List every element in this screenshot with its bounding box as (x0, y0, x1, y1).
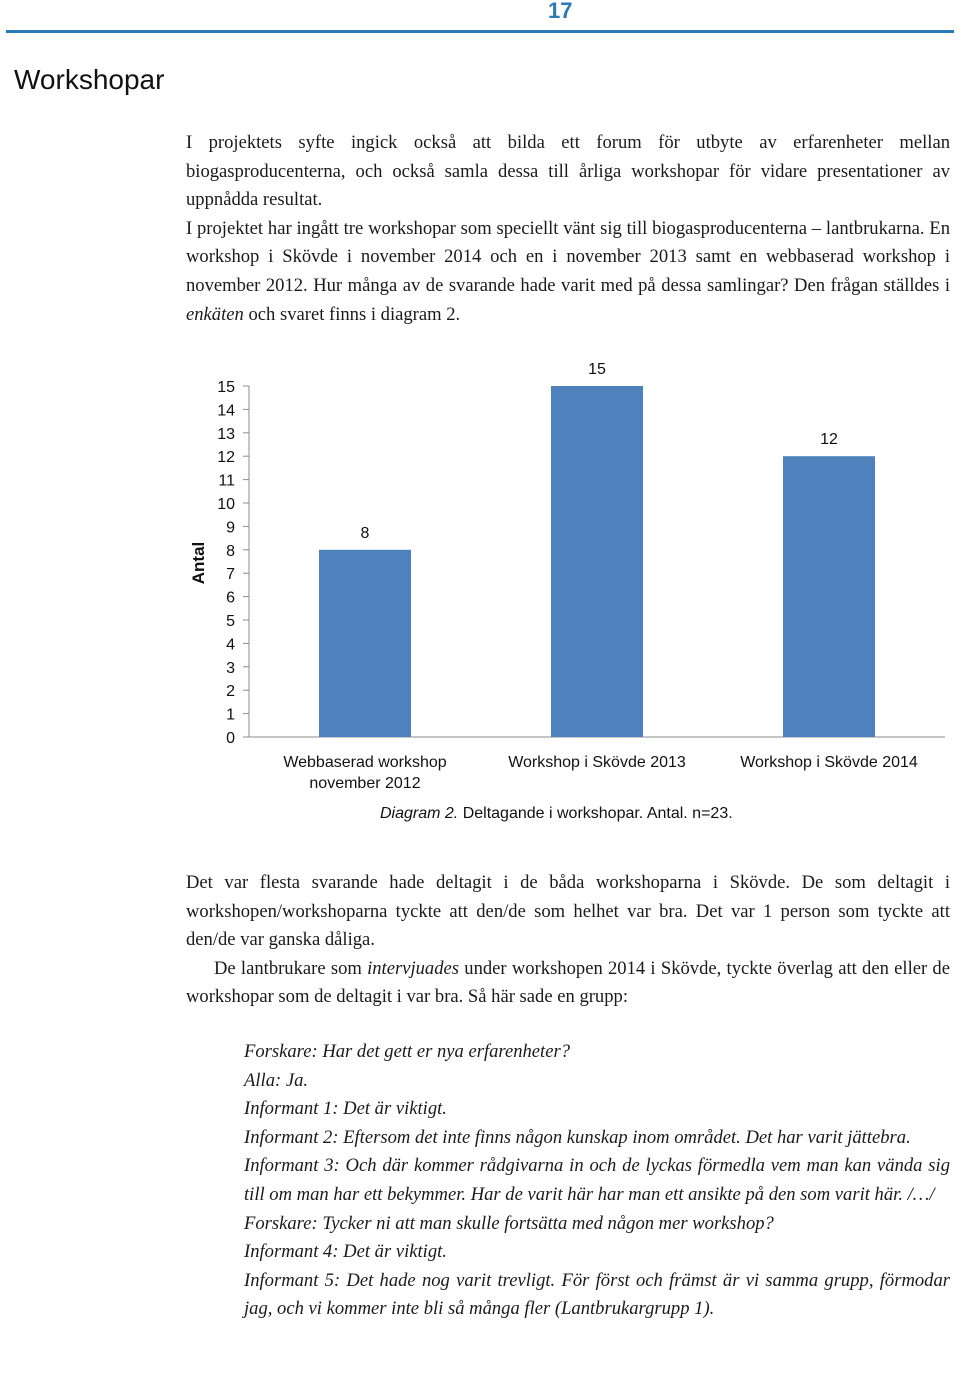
data-label: 15 (588, 361, 606, 378)
y-tick-label: 2 (226, 683, 235, 701)
interview-quotes (244, 1038, 950, 1324)
bar (551, 386, 643, 737)
y-tick-label: 11 (218, 472, 235, 490)
caption-label: Diagram 2. (380, 805, 459, 822)
intro-text-part: I projektet har ingått tre workshopar som speciellt vänt sig till biogasproducenterna – lantbrukarna. En workshop i Skövde i november 2014 och en i november 2013 samt en webbaserad workshop i november 2012. Hur många av de svarande hade varit med på dessa samlingar? Den frågan ställdes i (186, 217, 950, 296)
category-label: Workshop i Skövde 2013 (508, 754, 686, 771)
page-title: Workshopar (14, 64, 165, 95)
bar (783, 456, 875, 737)
category-label: Webbaserad workshop (283, 754, 447, 771)
category-label: november 2012 (309, 775, 421, 792)
data-label: 12 (820, 431, 838, 449)
quote-line: Informant 4: Det är viktigt. (244, 1241, 447, 1263)
caption-text: Deltagande i workshopar. Antal. n=23. (458, 805, 733, 822)
findings-text (186, 869, 950, 1012)
data-label: 8 (360, 524, 370, 542)
findings-text-part: De lantbrukare som (214, 957, 368, 979)
intro-text-part: och svaret finns i diagram 2. (243, 303, 461, 325)
quote-line: Informant 2: Eftersom det inte finns någon kunskap inom området. Det har varit jättebra. (244, 1126, 911, 1148)
y-tick-label: 13 (217, 425, 235, 443)
y-tick-label: 5 (226, 613, 235, 630)
bar (319, 550, 411, 737)
y-tick-label: 15 (217, 379, 235, 396)
quote-line: Informant 1: Det är viktigt. (244, 1098, 447, 1120)
y-tick-label: 9 (226, 519, 235, 537)
findings-paragraph-2 (186, 955, 950, 1012)
findings-paragraph-1: Det var flesta svarande hade deltagit i de båda workshoparna i Skövde. De som deltagit i workshopen/workshoparna tyckte att den/de som helhet var bra. Det var 1 person som tyckte att den/de var ganska dåliga. (186, 872, 950, 951)
quote-line: Alla: Ja. (244, 1069, 309, 1091)
quote-line: Forskare: Har det gett er nya erfarenheter? (244, 1041, 570, 1062)
quote-line: Forskare: Tycker ni att man skulle fortsätta med någon mer workshop? (244, 1212, 774, 1234)
y-tick-label: 6 (226, 589, 235, 607)
y-tick-label: 8 (226, 542, 235, 560)
findings-emphasis: intervjuades (367, 957, 460, 979)
y-tick-label: 12 (217, 449, 235, 467)
y-tick-label: 10 (217, 496, 235, 513)
quote-line: Informant 5: Det hade nog varit trevligt. För först och främst är vi samma grupp, förmodar jag, och vi kommer inte bli så många fler (Lantbrukargrupp 1). (244, 1269, 950, 1320)
y-tick-label: 4 (226, 636, 235, 654)
intro-paragraph-1: I projektets syfte ingick också att bilda ett forum för utbyte av erfarenheter mellan biogasproducenterna, och också samla dessa till årliga workshopar för vidare presentationer av uppnådda resultat. (186, 132, 950, 211)
y-tick-label: 14 (217, 402, 235, 420)
y-tick-label: 1 (226, 706, 235, 724)
page-number: 17 (548, 0, 573, 23)
findings-text-part: under workshopen 2014 i Skövde, tyckte överlag att den eller de workshopar som de deltagit i var bra. Så här sade en grupp: (186, 957, 950, 1008)
category-label: Workshop i Skövde 2014 (740, 754, 918, 771)
quote-line: Informant 3: Och där kommer rådgivarna in och de lyckas förmedla vem man kan vända sig till om man har ett bekymmer. Har de varit här har man ett ansikte på den som varit här. /…/ (244, 1155, 950, 1205)
chart-caption (380, 805, 733, 823)
y-tick-label: 3 (226, 659, 235, 677)
y-tick-label: 7 (226, 566, 235, 584)
y-axis-label: Antal (189, 541, 208, 585)
y-tick-label: 0 (226, 730, 235, 747)
intro-emphasis: enkäten (186, 303, 244, 325)
